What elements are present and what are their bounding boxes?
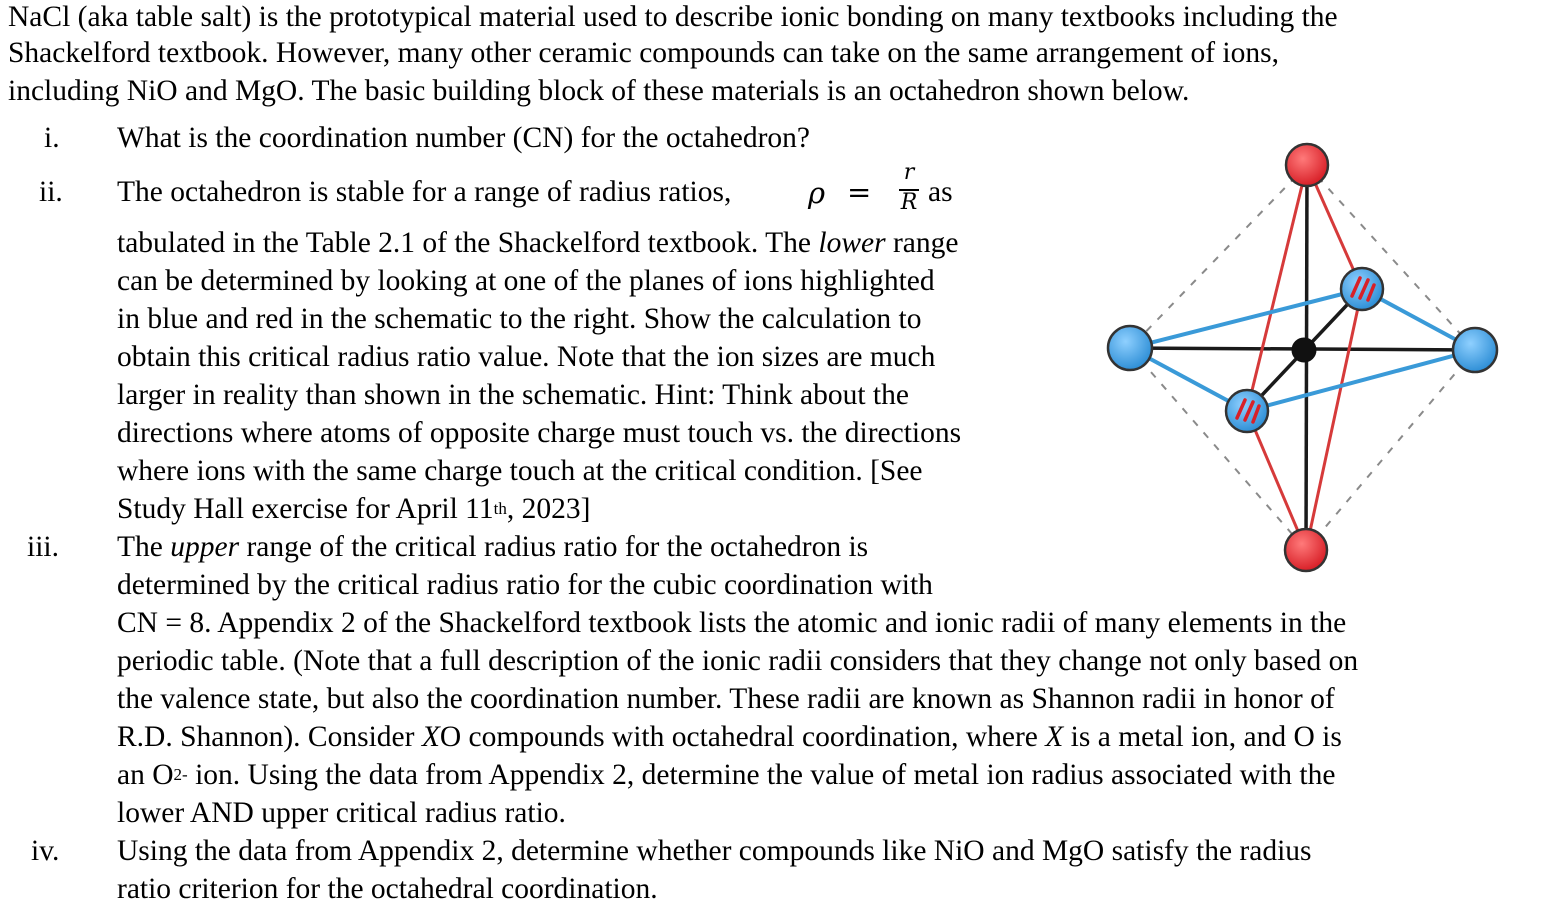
question-ii-line-2 [117, 226, 958, 260]
question-iii-line-2: determined by the critical radius ratio for the cubic coordination with [117, 569, 933, 601]
question-i-label: i. [44, 122, 60, 154]
top-red-ion [1286, 144, 1328, 186]
superscript-th: th [493, 499, 507, 518]
question-iii-line-1 [117, 530, 868, 564]
front-blue-ion [1226, 390, 1268, 432]
question-ii-line-8: where ions with the same charge touch at the critical condition. [See [117, 455, 923, 487]
question-ii-line-1: The octahedron is stable for a range of radius ratios, [117, 176, 732, 208]
right-blue-ion [1453, 328, 1497, 372]
center-black-ion [1292, 338, 1316, 362]
question-ii-line-4: in blue and red in the schematic to the right. Show the calculation to [117, 303, 922, 335]
fraction-denominator: R [900, 190, 918, 215]
question-ii-line-6: larger in reality than shown in the schematic. Hint: Think about the [117, 379, 909, 411]
text-run: , 2023] [506, 493, 591, 525]
question-ii-line-9 [117, 492, 590, 526]
question-ii-as: as [928, 176, 953, 208]
text-run: R.D. Shannon). Consider [117, 721, 422, 753]
question-iii-line-4: periodic table. (Note that a full description of the ionic radii considers that they change not only based on [117, 645, 1359, 677]
back-blue-ion [1341, 268, 1383, 310]
bottom-red-ion [1285, 529, 1327, 571]
text-run: ion. Using the data from Appendix 2, determine the value of metal ion radius associated with the [187, 759, 1336, 791]
emphasis-lower: lower [818, 227, 886, 259]
intro-line-1: NaCl (aka table salt) is the prototypical material used to describe ionic bonding on many textbooks including the [8, 1, 1338, 33]
question-iii-line-6 [117, 720, 1342, 754]
text-run: range [885, 227, 959, 259]
text-run: range of the critical radius ratio for the octahedron is [239, 531, 869, 563]
question-ii-label: ii. [39, 176, 63, 208]
emphasis-x: X [421, 721, 440, 753]
emphasis-x: X [1045, 721, 1064, 753]
question-iii-line-3: CN = 8. Appendix 2 of the Shackelford textbook lists the atomic and ionic radii of many elements in the [117, 607, 1347, 639]
question-iii-line-7 [117, 758, 1335, 792]
text-run: is a metal ion, and O is [1063, 721, 1342, 753]
rho-symbol: ρ [808, 176, 826, 210]
text-run: O compounds with octahedral coordination, where [439, 721, 1046, 753]
text-run: The [117, 531, 171, 563]
question-ii-line-5: obtain this critical radius ratio value. Note that the ion sizes are much [117, 341, 936, 373]
text-run: tabulated in the Table 2.1 of the Shackelford textbook. The [117, 227, 819, 259]
question-iv-line-2: ratio criterion for the octahedral coordination. [117, 873, 658, 905]
question-iii-line-8: lower AND upper critical radius ratio. [117, 797, 566, 829]
text-run: an O [117, 759, 174, 791]
text-run: Study Hall exercise for April 11 [117, 493, 494, 525]
radius-ratio-fraction [897, 160, 921, 220]
question-iii-line-5: the valence state, but also the coordination number. These radii are known as Shannon radii in honor of [117, 683, 1335, 715]
left-blue-ion [1108, 326, 1152, 370]
fraction-numerator: r [903, 160, 915, 185]
intro-line-3: including NiO and MgO. The basic building block of these materials is an octahedron shown below. [8, 75, 1190, 107]
octahedron-diagram [1090, 138, 1510, 598]
intro-line-2: Shackelford textbook. However, many other ceramic compounds can take on the same arrangement of ions, [8, 37, 1279, 69]
emphasis-upper: upper [170, 531, 240, 563]
equals-sign: = [847, 175, 872, 209]
question-iv-line-1: Using the data from Appendix 2, determine whether compounds like NiO and MgO satisfy the radius [117, 835, 1312, 867]
question-i-text: What is the coordination number (CN) for the octahedron? [117, 122, 811, 154]
superscript-2minus: 2- [173, 765, 188, 784]
question-iii-label: iii. [27, 531, 59, 563]
question-ii-line-3: can be determined by looking at one of the planes of ions highlighted [117, 265, 935, 297]
question-ii-line-7: directions where atoms of opposite charge must touch vs. the directions [117, 417, 962, 449]
question-iv-label: iv. [31, 835, 60, 867]
